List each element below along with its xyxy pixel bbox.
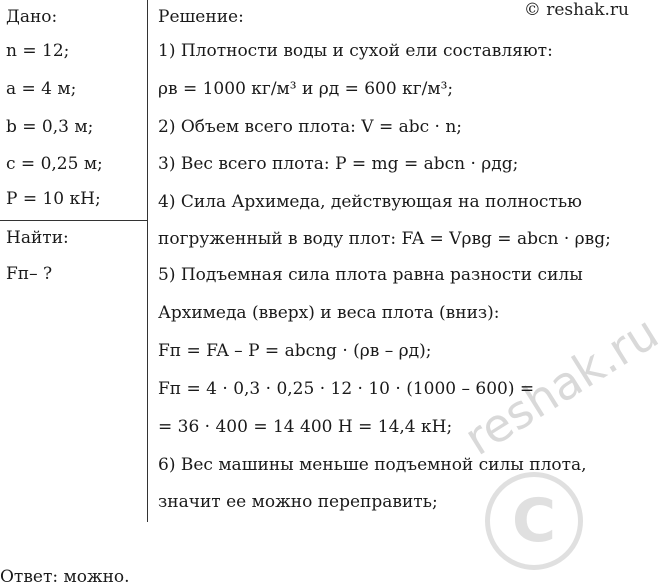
given-item-c: c = 0,25 м;	[6, 154, 103, 174]
solution-line-5: 4) Сила Архимеда, действующая на полностью	[158, 192, 582, 212]
given-title: Дано:	[6, 7, 58, 27]
solution-line-13: значит ее можно переправить;	[158, 492, 438, 512]
given-item-b: b = 0,3 м;	[6, 117, 94, 137]
copyright-circle-watermark: C	[485, 472, 583, 570]
solution-line-4: 3) Вес всего плота: P = mg = abcn · ρдg;	[158, 154, 519, 174]
given-item-p: P = 10 кН;	[6, 189, 101, 209]
solution-line-12: 6) Вес машины меньше подъемной силы плота,	[158, 455, 587, 475]
vertical-divider	[147, 0, 148, 522]
find-item: Fп– ?	[6, 264, 53, 284]
solution-line-11: = 36 · 400 = 14 400 Н = 14,4 кН;	[158, 417, 453, 437]
solution-line-8: Архимеда (вверх) и веса плота (вниз):	[158, 303, 500, 323]
solution-line-9: Fп = FA – P = abcng · (ρв – ρд);	[158, 341, 432, 361]
top-watermark: © reshak.ru	[523, 0, 629, 20]
solution-line-10: Fп = 4 · 0,3 · 0,25 · 12 · 10 · (1000 – 600) =	[158, 379, 535, 399]
solution-line-1: 1) Плотности воды и сухой ели составляют:	[158, 41, 553, 61]
answer: Ответ: можно.	[0, 567, 130, 587]
solution-title: Решение:	[158, 7, 244, 27]
given-item-a: a = 4 м;	[6, 79, 77, 99]
solution-line-3: 2) Объем всего плота: V = abc · n;	[158, 117, 463, 137]
find-title: Найти:	[6, 228, 69, 248]
solution-line-6: погруженный в воду плот: FA = Vρвg = abcn · ρвg;	[158, 229, 611, 249]
horizontal-divider	[0, 220, 147, 221]
solution-line-7: 5) Подъемная сила плота равна разности силы	[158, 265, 583, 285]
diagonal-watermark: reshak.ru	[455, 305, 668, 466]
solution-line-2: ρв = 1000 кг/м³ и ρд = 600 кг/м³;	[158, 79, 454, 99]
given-item-n: n = 12;	[6, 41, 70, 61]
